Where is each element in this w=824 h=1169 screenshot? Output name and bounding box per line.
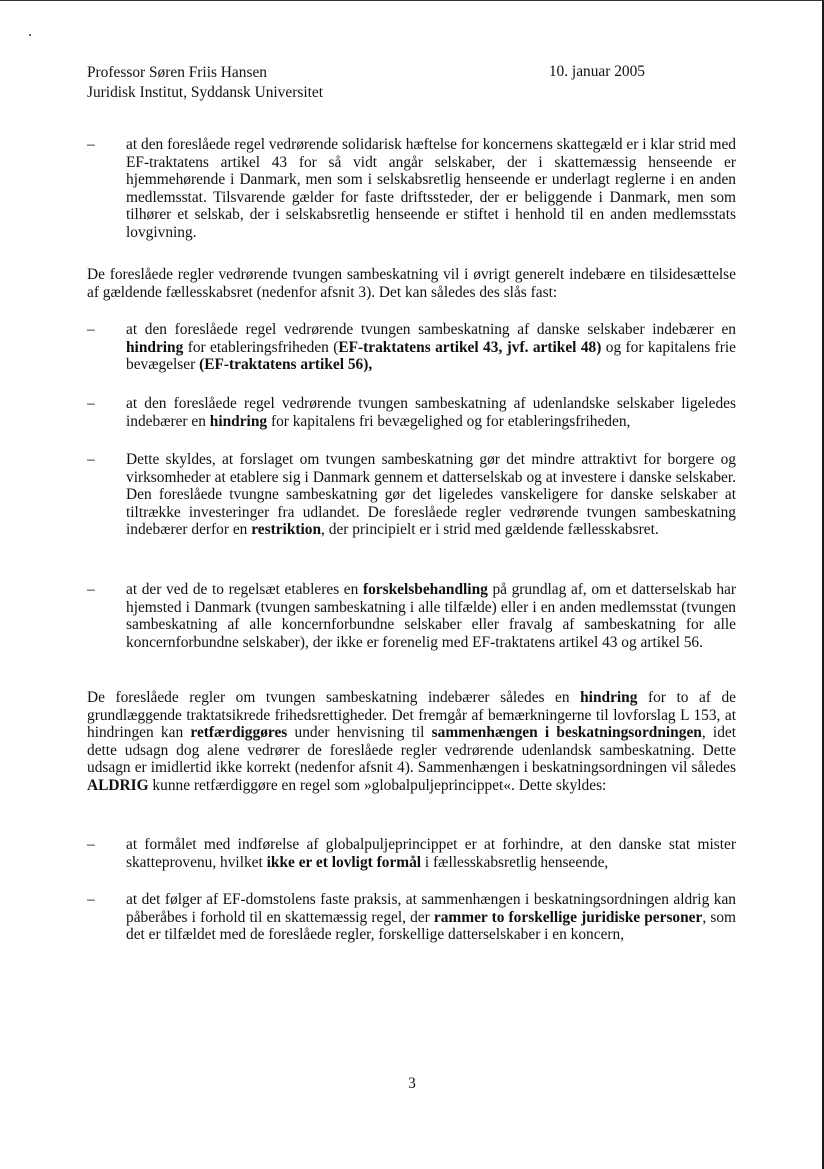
page-number: 3	[408, 1075, 416, 1092]
bullet-text: at den foreslåede regel vedrørende tvungen sambeskatning af danske selskaber indebærer en hindring for etableringsfriheden (EF-traktatens artikel 43, jvf. artikel 48) og for kapitalens frie bevægelser (EF-traktatens artikel 56),	[126, 321, 736, 374]
bullet-text: at det følger af EF-domstolens faste praksis, at sammenhængen i beskatningsordningen aldrig kan påberåbes i forhold til en skattemæssig regel, der rammer to forskellige juridiske personer, som det er tilfældet med de foreslåede regler, forskellige datterselskaber i en koncern,	[126, 891, 736, 944]
bullet-dash: –	[87, 136, 95, 153]
paragraph-2: De foreslåede regler om tvungen sambeskatning indebærer således en hindring for to af de grundlæggende traktatsikrede frihedsrettigheder. Det fremgår af bemærkningerne til lovforslag L 153, at hindringen kan retfærdiggøres under henvisning til sammenhængen i beskatningsordningen, idet dette udsagn dog alene vedrører de foreslåede regler vedrørende udenlandsk sambeskatning. Dette udsagn er imidlertid ikke korrekt (nedenfor afsnit 4). Sammenhængen i beskatningsordningen vil således ALDRIG kunne retfærdiggøre en regel som »globalpuljeprincippet«. Dette skyldes:	[87, 689, 737, 794]
paragraph-1: De foreslåede regler vedrørende tvungen sambeskatning vil i øvrigt generelt indebære en tilsidesættelse af gældende fællesskabsret (nedenfor afsnit 3). Det kan således des slås fast:	[87, 266, 736, 301]
bullet-dash: –	[87, 451, 95, 468]
bullet-dash: –	[87, 581, 95, 598]
bullet-item-4	[87, 451, 736, 539]
bullet-text: Dette skyldes, at forslaget om tvungen sambeskatning gør det mindre attraktivt for borgere og virksomheder at etablere sig i Danmark gennem et datterselskab og at investere i danske selskaber. Den foreslåede tvungne sambeskatning gør det ligeledes vanskeligere for danske selskaber at tiltrække investeringer fra udlandet. De foreslåede regler vedrørende tvungen sambeskatning indebærer derfor en restriktion, der principielt er i strid med gældende fællesskabsret.	[126, 451, 736, 539]
author-affiliation: Juridisk Institut, Syddansk Universitet	[87, 83, 323, 101]
bullet-dash: –	[87, 395, 95, 412]
bullet-item-1	[87, 136, 736, 242]
bullet-text: at den foreslåede regel vedrørende solidarisk hæftelse for koncernens skattegæld er i klar strid med EF-traktatens artikel 43 for så vidt angår selskaber, der i skattemæssig henseende er hjemmehørende i Danmark, men som i selskabsretlig henseende er underlagt reglerne i en anden medlemsstat. Tilsvarende gælder for faste driftssteder, der er beliggende i Danmark, men som tilhører et selskab, der i selskabsretlig henseende er stiftet i henhold til en anden medlemsstats lovgivning.	[126, 136, 736, 241]
bullet-item-6	[87, 836, 736, 871]
bullet-text: at der ved de to regelsæt etableres en forskelsbehandling på grundlag af, om et datterselskab har hjemsted i Danmark (tvungen sambeskatning i alle tilfælde) eller i en anden medlemsstat (tvungen sambeskatning af alle koncernforbundne selskaber eller fravalg af sambeskatning for alle koncernforbundne selskaber), der ikke er forenelig med EF-traktatens artikel 43 og artikel 56.	[126, 581, 737, 651]
bullet-dash: –	[87, 891, 95, 908]
bullet-text: at den foreslåede regel vedrørende tvungen sambeskatning af udenlandske selskaber ligeledes indebærer en hindring for kapitalens fri bevægelighed og for etableringsfriheden,	[126, 395, 736, 430]
bullet-text: at formålet med indførelse af globalpuljeprincippet er at forhindre, at den danske stat mister skatteprovenu, hvilket ikke er et lovligt formål i fællesskabsretlig henseende,	[126, 836, 736, 871]
bullet-dash: –	[87, 836, 95, 853]
bullet-item-5	[87, 581, 736, 651]
bullet-item-3	[87, 395, 736, 430]
scan-speck	[29, 34, 31, 36]
author-name: Professor Søren Friis Hansen	[87, 64, 267, 81]
bullet-item-7	[87, 891, 736, 944]
scan-edge-top	[0, 0, 824, 1]
page-header	[87, 63, 645, 102]
bullet-item-2	[87, 321, 736, 374]
bullet-dash: –	[87, 321, 95, 338]
document-date: 10. januar 2005	[548, 63, 645, 80]
